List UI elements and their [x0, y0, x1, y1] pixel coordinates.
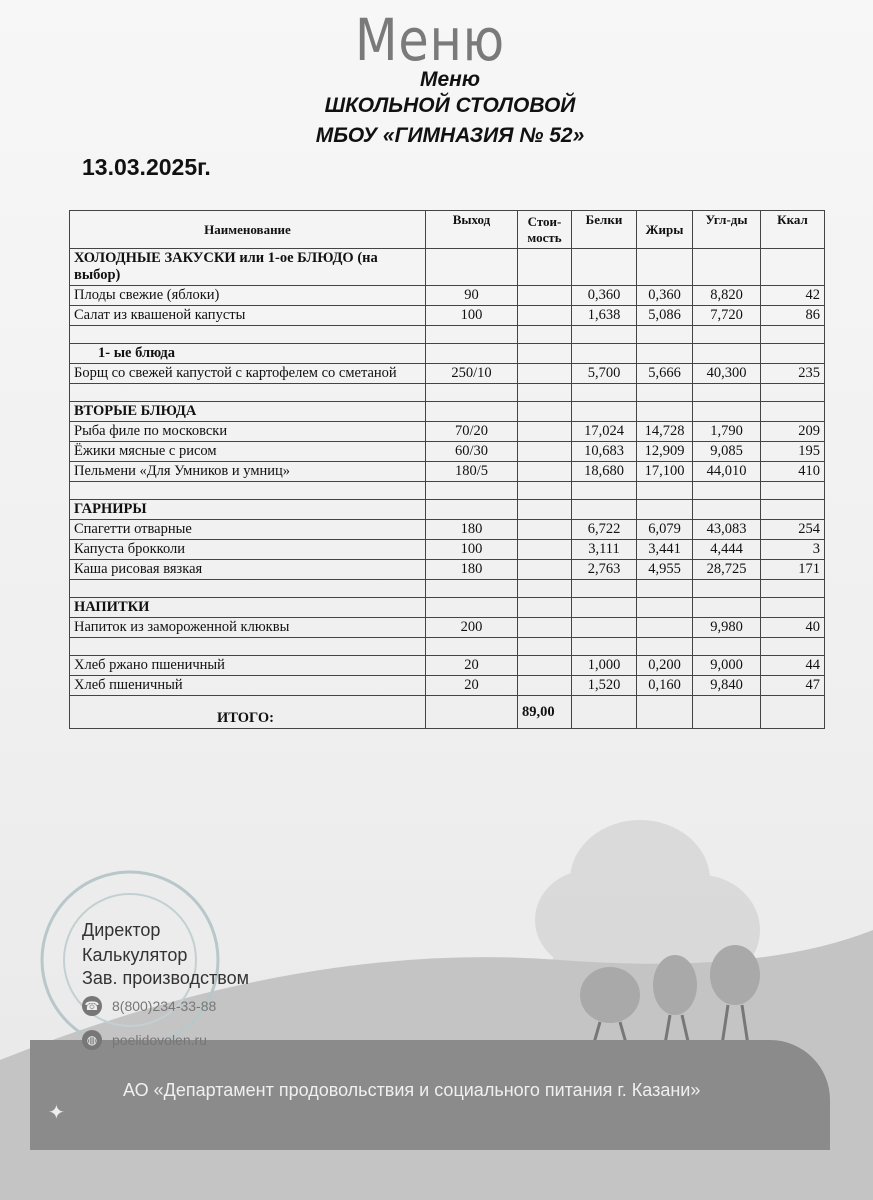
cell-protein: 17,024 — [572, 422, 637, 442]
cell-carbs — [693, 500, 761, 520]
footer-organization: АО «Департамент продовольствия и социального питания г. Казани» — [123, 1080, 701, 1100]
cell-protein: 3,111 — [572, 540, 637, 560]
header-fat: Жиры — [637, 211, 693, 249]
cell-protein — [572, 580, 637, 598]
cell-fat — [637, 500, 693, 520]
cell-fat — [637, 618, 693, 638]
cell-name — [70, 482, 426, 500]
spacer-row — [70, 482, 825, 500]
cell-price — [518, 286, 572, 306]
cell-fat: 5,666 — [637, 364, 693, 384]
cell-price — [518, 598, 572, 618]
cell-carbs: 43,083 — [693, 520, 761, 540]
cell-carbs: 1,790 — [693, 422, 761, 442]
cell-price — [518, 364, 572, 384]
menu-title: Меню — [419, 68, 481, 91]
cell-output: 100 — [426, 306, 518, 326]
cell-kcal — [761, 326, 825, 344]
section-row — [70, 598, 825, 618]
cell-price — [518, 482, 572, 500]
cell-carbs — [693, 402, 761, 422]
cell-protein: 1,638 — [572, 306, 637, 326]
cell-output: 180 — [426, 560, 518, 580]
cell-name — [70, 384, 426, 402]
cell-name: Рыба филе по московски — [70, 422, 426, 442]
table-row — [70, 540, 825, 560]
signature-production-head: Зав. производством — [82, 968, 249, 988]
cell-fat — [637, 384, 693, 402]
cell-price — [518, 676, 572, 696]
cell-carbs — [693, 249, 761, 286]
cell-kcal — [761, 249, 825, 286]
cell-carbs: 8,820 — [693, 286, 761, 306]
cell-price — [518, 580, 572, 598]
cell-fat: 0,360 — [637, 286, 693, 306]
cell-fat: 3,441 — [637, 540, 693, 560]
cell-price — [518, 462, 572, 482]
cell-name — [70, 326, 426, 344]
cell-protein: 6,722 — [572, 520, 637, 540]
cell-name: 1- ые блюда — [70, 344, 426, 364]
cell-fat: 0,160 — [637, 676, 693, 696]
cell-output — [426, 384, 518, 402]
cell-kcal: 254 — [761, 520, 825, 540]
cell-fat — [637, 696, 693, 729]
table-row — [70, 462, 825, 482]
cell-name: Хлеб ржано пшеничный — [70, 656, 426, 676]
cell-carbs — [693, 598, 761, 618]
cell-output: 20 — [426, 676, 518, 696]
cell-kcal — [761, 580, 825, 598]
cell-protein: 2,763 — [572, 560, 637, 580]
cell-carbs: 40,300 — [693, 364, 761, 384]
cell-output — [426, 402, 518, 422]
cell-name: Спагетти отварные — [70, 520, 426, 540]
cell-protein — [572, 249, 637, 286]
cell-name: Салат из квашеной капусты — [70, 306, 426, 326]
cell-fat: 4,955 — [637, 560, 693, 580]
cell-fat: 14,728 — [637, 422, 693, 442]
cell-name: НАПИТКИ — [70, 598, 426, 618]
cell-carbs — [693, 482, 761, 500]
cell-price — [518, 442, 572, 462]
cell-output: 180 — [426, 520, 518, 540]
cell-price — [518, 618, 572, 638]
cell-protein: 0,360 — [572, 286, 637, 306]
table-row — [70, 656, 825, 676]
cell-price — [518, 344, 572, 364]
cell-output: 60/30 — [426, 442, 518, 462]
cell-fat: 6,079 — [637, 520, 693, 540]
cell-price — [518, 326, 572, 344]
cell-output — [426, 580, 518, 598]
cell-name: Борщ со свежей капустой с картофелем со сметаной — [70, 364, 426, 384]
cell-price — [518, 638, 572, 656]
table-row — [70, 520, 825, 540]
cell-protein: 1,000 — [572, 656, 637, 676]
table-header-row — [70, 211, 825, 249]
cell-fat: 5,086 — [637, 306, 693, 326]
cell-name: ГАРНИРЫ — [70, 500, 426, 520]
cell-fat — [637, 482, 693, 500]
cell-output: 180/5 — [426, 462, 518, 482]
cell-kcal: 42 — [761, 286, 825, 306]
cell-protein — [572, 326, 637, 344]
cell-price — [518, 560, 572, 580]
spacer-row — [70, 580, 825, 598]
cell-output: 100 — [426, 540, 518, 560]
cell-kcal: 171 — [761, 560, 825, 580]
cell-price — [518, 422, 572, 442]
contact-website[interactable]: poelidovolen.ru — [112, 1032, 207, 1048]
cell-name: Плоды свежие (яблоки) — [70, 286, 426, 306]
cell-name: Ёжики мясные с рисом — [70, 442, 426, 462]
header-name: Наименование — [70, 211, 426, 249]
cell-fat — [637, 598, 693, 618]
spacer-row — [70, 384, 825, 402]
cell-carbs — [693, 344, 761, 364]
cell-price — [518, 306, 572, 326]
cell-fat — [637, 326, 693, 344]
cell-fat — [637, 249, 693, 286]
cell-kcal: 3 — [761, 540, 825, 560]
cell-name: Напиток из замороженной клюквы — [70, 618, 426, 638]
cell-kcal — [761, 500, 825, 520]
signature-calculator: Калькулятор — [82, 945, 188, 965]
cell-protein — [572, 500, 637, 520]
cell-kcal: 195 — [761, 442, 825, 462]
cell-protein — [572, 402, 637, 422]
cell-protein — [572, 598, 637, 618]
cell-carbs — [693, 638, 761, 656]
header-protein: Белки — [572, 211, 637, 249]
cell-protein: 10,683 — [572, 442, 637, 462]
cell-carbs — [693, 384, 761, 402]
section-row — [70, 249, 825, 286]
table-row — [70, 364, 825, 384]
school-title: МБОУ «ГИМНАЗИЯ № 52» — [315, 124, 585, 147]
cell-protein — [572, 344, 637, 364]
header-output: Выход — [426, 211, 518, 249]
cell-fat — [637, 344, 693, 364]
cell-carbs: 9,840 — [693, 676, 761, 696]
cell-name: Каша рисовая вязкая — [70, 560, 426, 580]
cell-protein: 5,700 — [572, 364, 637, 384]
phone-icon: ☎ — [82, 996, 102, 1016]
cell-name: ИТОГО: — [70, 696, 426, 729]
table-row — [70, 306, 825, 326]
cell-carbs — [693, 696, 761, 729]
cell-kcal: 235 — [761, 364, 825, 384]
cell-price — [518, 520, 572, 540]
menu-table — [69, 210, 825, 729]
cell-carbs — [693, 326, 761, 344]
cell-kcal: 44 — [761, 656, 825, 676]
cell-kcal — [761, 482, 825, 500]
cell-carbs: 9,980 — [693, 618, 761, 638]
cell-carbs: 7,720 — [693, 306, 761, 326]
cell-protein: 1,520 — [572, 676, 637, 696]
table-row — [70, 442, 825, 462]
globe-icon: ◍ — [82, 1030, 102, 1050]
cell-price — [518, 384, 572, 402]
cell-kcal: 209 — [761, 422, 825, 442]
section-row — [70, 402, 825, 422]
cell-name — [70, 580, 426, 598]
cell-output — [426, 326, 518, 344]
cell-protein — [572, 696, 637, 729]
cell-output — [426, 696, 518, 729]
cell-output — [426, 249, 518, 286]
subsection-row — [70, 344, 825, 364]
cell-kcal — [761, 638, 825, 656]
cell-kcal — [761, 384, 825, 402]
cell-price — [518, 540, 572, 560]
cell-carbs: 9,000 — [693, 656, 761, 676]
cell-protein — [572, 482, 637, 500]
cell-protein — [572, 384, 637, 402]
cell-name: ВТОРЫЕ БЛЮДА — [70, 402, 426, 422]
cell-output: 20 — [426, 656, 518, 676]
cell-output — [426, 598, 518, 618]
cell-price — [518, 402, 572, 422]
cell-name: ХОЛОДНЫЕ ЗАКУСКИ или 1-ое БЛЮДО (на выбор) — [70, 249, 426, 286]
cell-kcal — [761, 402, 825, 422]
table-row — [70, 286, 825, 306]
cell-name: Капуста брокколи — [70, 540, 426, 560]
cell-price — [518, 500, 572, 520]
cell-kcal — [761, 598, 825, 618]
cell-output — [426, 500, 518, 520]
cell-carbs: 28,725 — [693, 560, 761, 580]
cell-carbs: 9,085 — [693, 442, 761, 462]
header-kcal: Ккал — [761, 211, 825, 249]
menu-date: 13.03.2025г. — [82, 154, 211, 180]
table-row — [70, 618, 825, 638]
cell-fat — [637, 402, 693, 422]
cell-carbs: 4,444 — [693, 540, 761, 560]
cell-kcal: 410 — [761, 462, 825, 482]
cell-protein — [572, 638, 637, 656]
cell-protein — [572, 618, 637, 638]
handwritten-title: Меню — [355, 6, 506, 74]
header-carbs: Угл-ды — [693, 211, 761, 249]
cell-price — [518, 249, 572, 286]
contact-phone[interactable]: 8(800)234-33-88 — [112, 998, 217, 1014]
cell-fat: 17,100 — [637, 462, 693, 482]
spacer-row — [70, 638, 825, 656]
cell-carbs: 44,010 — [693, 462, 761, 482]
cell-kcal — [761, 344, 825, 364]
cell-name: Пельмени «Для Умников и умниц» — [70, 462, 426, 482]
cell-fat: 0,200 — [637, 656, 693, 676]
cell-output — [426, 482, 518, 500]
section-row — [70, 500, 825, 520]
total-row — [70, 696, 825, 729]
table-row — [70, 676, 825, 696]
cell-kcal: 86 — [761, 306, 825, 326]
cell-protein: 18,680 — [572, 462, 637, 482]
cell-output: 90 — [426, 286, 518, 306]
cell-carbs — [693, 580, 761, 598]
cell-fat — [637, 638, 693, 656]
menu-table-body — [70, 249, 825, 729]
cell-name — [70, 638, 426, 656]
canteen-title: ШКОЛЬНОЙ СТОЛОВОЙ — [324, 94, 576, 117]
header-price: Стои-мость — [518, 211, 572, 249]
signature-director: Директор — [82, 920, 161, 940]
table-row — [70, 422, 825, 442]
spacer-row — [70, 326, 825, 344]
cell-price — [518, 656, 572, 676]
cell-price: 89,00 — [518, 696, 572, 729]
cell-fat — [637, 580, 693, 598]
cell-output: 200 — [426, 618, 518, 638]
cell-fat: 12,909 — [637, 442, 693, 462]
sparkle-icon: ✦ — [48, 1100, 65, 1124]
cell-kcal: 40 — [761, 618, 825, 638]
cell-name: Хлеб пшеничный — [70, 676, 426, 696]
cell-kcal: 47 — [761, 676, 825, 696]
cell-output: 250/10 — [426, 364, 518, 384]
cell-output — [426, 638, 518, 656]
cell-output: 70/20 — [426, 422, 518, 442]
cell-output — [426, 344, 518, 364]
cell-kcal — [761, 696, 825, 729]
table-row — [70, 560, 825, 580]
